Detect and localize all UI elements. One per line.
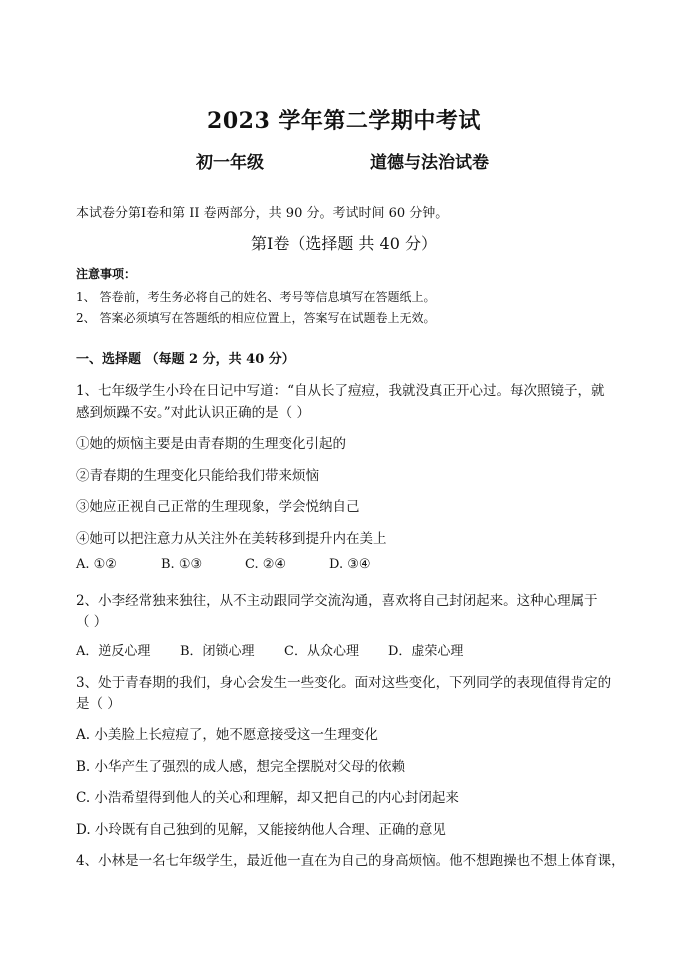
section-title: 第Ⅰ卷（选择题 共 40 分）: [251, 234, 437, 253]
question-1-text: 1、七年级学生小玲在日记中写道：“自从长了痘痘，我就没真正开心过。每次照镜子，就: [76, 383, 605, 399]
question-3-option-a: A. 小美脸上长痘痘了，她不愿意接受这一生理变化: [76, 727, 378, 743]
option-d: D．虚荣心理: [388, 644, 464, 659]
note-item: 1、 答卷前，考生务必将自己的姓名、考号等信息填写在答题纸上。: [76, 290, 436, 304]
exam-title: 2023 学年第二学期中考试: [207, 108, 481, 134]
part-heading: 一、选择题 （每题 2 分，共 40 分）: [76, 352, 295, 367]
question-1-text-cont: 感到烦躁不安。”对此认识正确的是（ ）: [76, 405, 310, 421]
question-2-text-cont: （ ）: [76, 614, 108, 630]
question-3-option-c: C. 小浩希望得到他人的关心和理解，却又把自己的内心封闭起来: [76, 790, 459, 806]
notes-heading: 注意事项：: [76, 267, 137, 281]
option-a: A. ①②: [76, 557, 117, 572]
option-a: A．逆反心理: [76, 644, 151, 659]
question-4-text: 4、小林是一名七年级学生，最近他一直在为自己的身高烦恼。他不想跑操也不想上体育课，: [76, 853, 625, 869]
question-1-statement: ④她可以把注意力从关注外在美转移到提升内在美上: [76, 531, 387, 547]
question-3-text: 3、处于青春期的我们，身心会发生一些变化。面对这些变化，下列同学的表现值得肯定的: [76, 675, 612, 691]
question-1-statement: ③她应正视自己正常的生理现象，学会悦纳自己: [76, 499, 360, 515]
option-b: B．闭锁心理: [180, 644, 255, 659]
option-c: C. ②④: [245, 557, 287, 572]
question-2-options: [76, 640, 463, 659]
subject-label: 道德与法治试卷: [370, 153, 489, 173]
question-2-text: 2、小李经常独来独往，从不主动跟同学交流沟通，喜欢将自己封闭起来。这种心理属于: [76, 593, 598, 609]
question-3-option-d: D. 小玲既有自己独到的见解，又能接纳他人合理、正确的意见: [76, 822, 446, 838]
question-3-option-b: B. 小华产生了强烈的成人感，想完全摆脱对父母的依赖: [76, 759, 406, 775]
question-1-statement: ②青春期的生理变化只能给我们带来烦恼: [76, 468, 319, 484]
grade-label: 初一年级: [196, 153, 264, 173]
question-1-statement: ①她的烦恼主要是由青春期的生理变化引起的: [76, 436, 346, 452]
option-d: D. ③④: [329, 557, 371, 572]
question-1-options: [76, 557, 371, 572]
option-b: B. ①③: [161, 557, 203, 572]
exam-intro: 本试卷分第Ⅰ卷和第 II 卷两部分，共 90 分。考试时间 60 分钟。: [76, 206, 449, 221]
note-item: 2、 答案必须填写在答题纸的相应位置上，答案写在试题卷上无效。: [76, 311, 436, 325]
option-c: C．从众心理: [284, 644, 359, 659]
question-3-text-cont: 是（ ）: [76, 696, 121, 712]
